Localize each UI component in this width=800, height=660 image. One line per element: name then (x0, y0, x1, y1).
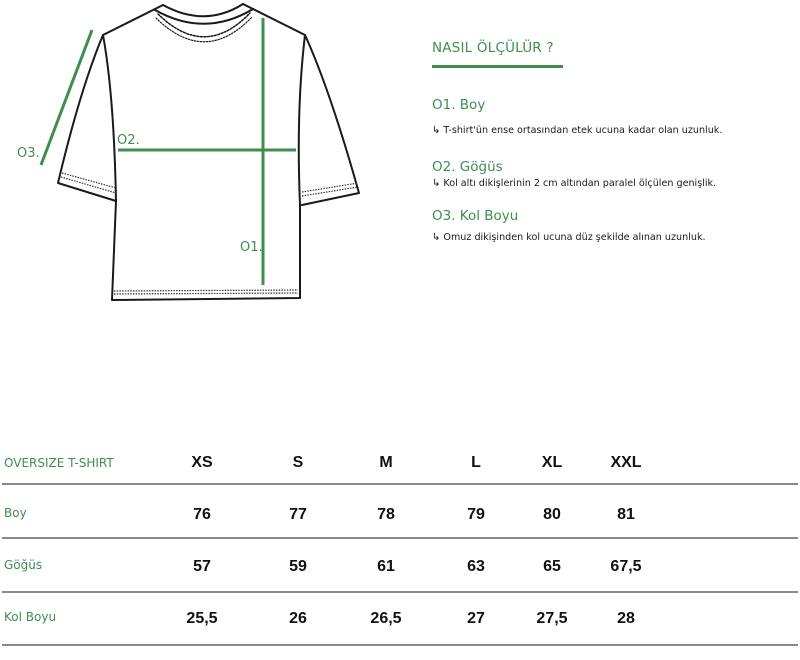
table-cell: 67,5 (610, 558, 642, 575)
step-title-sleeve: O3. Kol Boyu (432, 208, 519, 224)
row-divider (2, 483, 798, 485)
table-cell: 80 (543, 506, 561, 523)
row-label: Boy (4, 506, 27, 520)
table-cell: 65 (543, 558, 561, 575)
table-row (0, 506, 800, 556)
arrow-icon: ↳ (432, 232, 441, 243)
table-row (0, 558, 800, 608)
table-header-row (0, 454, 800, 504)
arrow-icon: ↳ (432, 178, 441, 189)
step-desc-chest (432, 178, 716, 189)
step-desc-text: T-shirt'ün ense ortasından etek ucuna kadar olan uzunluk. (443, 125, 723, 136)
table-cell: 27,5 (536, 610, 568, 627)
step-title-chest: O2. Göğüs (432, 159, 503, 175)
size-header: XXL (610, 454, 642, 471)
row-label: Kol Boyu (4, 610, 57, 624)
step-desc-length (432, 125, 722, 136)
product-label: OVERSIZE T-SHIRT (4, 456, 114, 470)
table-cell: 79 (467, 506, 485, 523)
table-cell: 57 (193, 558, 211, 575)
sleeve-label: O3. (17, 146, 40, 161)
size-header: XS (191, 454, 213, 471)
measurement-guide (0, 0, 800, 310)
arrow-icon: ↳ (432, 125, 441, 136)
table-cell: 27 (467, 610, 485, 627)
table-cell: 26,5 (370, 610, 402, 627)
table-cell: 76 (193, 506, 211, 523)
row-divider (2, 591, 798, 593)
size-header: M (379, 454, 393, 471)
step-desc-text: Kol altı dikişlerinin 2 cm altından paralel ölçülen genişlik. (443, 178, 717, 189)
step-desc-sleeve (432, 232, 706, 243)
table-cell: 63 (467, 558, 485, 575)
size-header: L (471, 454, 481, 471)
table-row (0, 610, 800, 660)
table-cell: 59 (289, 558, 307, 575)
chest-label: O2. (117, 133, 140, 148)
step-desc-text: Omuz dikişinden kol ucuna düz şekilde alınan uzunluk. (443, 232, 706, 243)
step-title-length: O1. Boy (432, 97, 486, 113)
row-label: Göğüs (4, 558, 43, 572)
table-cell: 81 (617, 506, 635, 523)
guide-title: NASIL ÖLÇÜLÜR ? (432, 40, 554, 56)
table-cell: 61 (377, 558, 395, 575)
row-divider (2, 537, 798, 539)
table-cell: 26 (289, 610, 307, 627)
length-label: O1. (240, 240, 263, 255)
table-cell: 28 (617, 610, 635, 627)
size-header: XL (541, 454, 563, 471)
table-cell: 77 (289, 506, 307, 523)
table-cell: 78 (377, 506, 395, 523)
guide-title-underline (432, 65, 563, 68)
table-cell: 25,5 (186, 610, 218, 627)
size-header: S (292, 454, 304, 471)
